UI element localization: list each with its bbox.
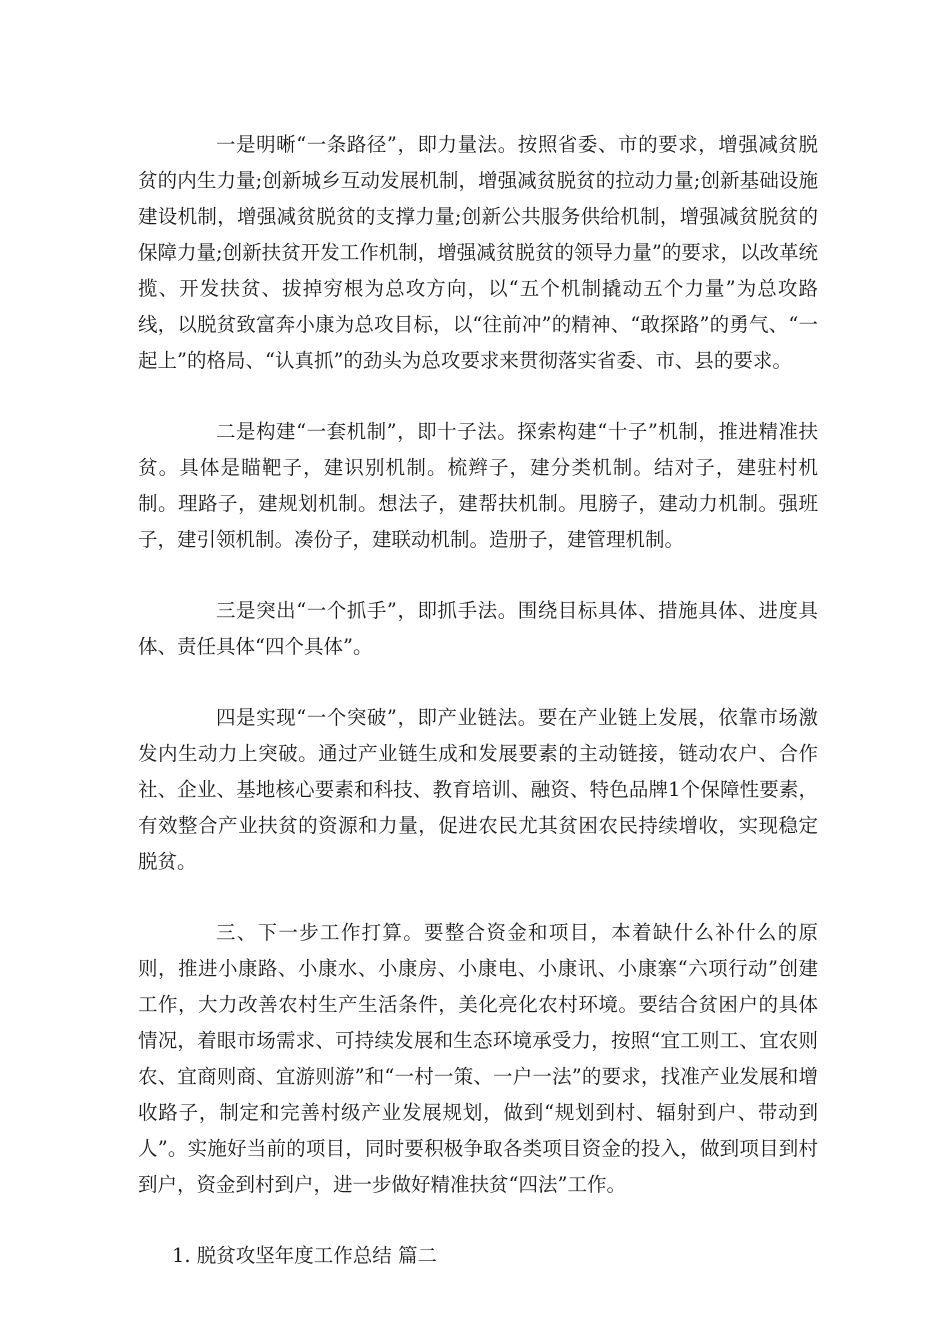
paragraph-path: 一是明晰“一条路径”，即力量法。按照省委、市的要求，增强减贫脱贫的内生力量;创新城乡互动发展机制，增强减贫脱贫的拉动力量;创新基础设施建设机制，增强减贫脱贫的支撑力量;创新公共服务供给机制，增强减贫脱贫的保障力量;创新扶贫开发工作机制，增强减贫脱贫的领导力量”的要求，以改革统揽、开发扶贫、拔掉穷根为总攻方向，以“五个机制撬动五个力量”为总攻路线，以脱贫致富奔小康为总攻目标，以“往前冲”的精神、“敢探路”的勇气、“一起上”的格局、“认真抓”的劲头为总攻要求来贯彻落实省委、市、县的要求。: [138, 133, 818, 372]
paragraph-grip: 三是突出“一个抓手”，即抓手法。围绕目标具体、措施具体、进度具体、责任具体“四个具体”。: [138, 599, 818, 658]
paragraph-mechanism: 二是构建“一套机制”，即十子法。探索构建“十子”机制，推进精准扶贫。具体是瞄靶子，建识别机制。梳辫子，建分类机制。结对子，建驻村机制。理路子，建规划机制。想法子，建帮扶机制。甩膀子，建动力机制。强班子，建引领机制。凑份子，建联动机制。造册子，建管理机制。: [138, 420, 818, 551]
paragraph-next-steps: 三、下一步工作打算。要整合资金和项目，本着缺什么补什么的原则，推进小康路、小康水、小康房、小康电、小康讯、小康寨“六项行动”创建工作，大力改善农村生产生活条件，美化亮化农村环境。要结合贫困户的具体情况，着眼市场需求、可持续发展和生态环境承受力，按照“宜工则工、宜农则农、宜商则商、宜游则游”和“一村一策、一户一法”的要求，找准产业发展和增收路子，制定和完善村级产业发展规划，做到“规划到村、辐射到户、带动到人”。实施好当前的项目，同时要积极争取各类项目资金的投入，做到项目到村到户，资金到村到户，进一步做好精准扶贫“四法”工作。: [138, 921, 818, 1196]
document-page: [138, 127, 818, 1274]
section-heading: 1. 脱贫攻坚年度工作总结 篇二: [172, 1244, 438, 1267]
paragraph-industry-chain: 四是实现“一个突破”，即产业链法。要在产业链上发展，依靠市场激发内生动力上突破。通过产业链生成和发展要素的主动链接，链动农户、合作社、企业、基地核心要素和科技、教育培训、融资、特色品牌1个保障性要素，有效整合产业扶贫的资源和力量，促进农民尤其贫困农民持续增收，实现稳定脱贫。: [138, 706, 818, 873]
